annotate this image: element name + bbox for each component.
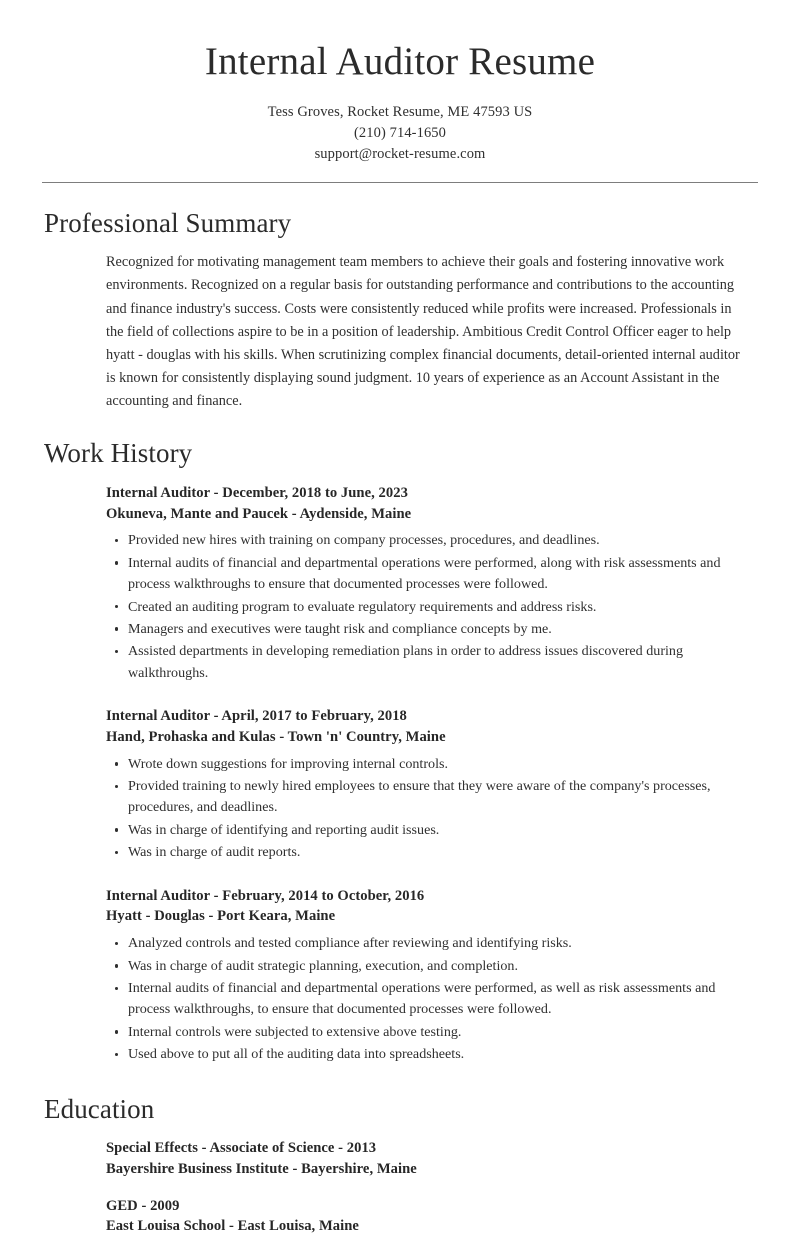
page-title: Internal Auditor Resume (204, 40, 596, 83)
list-item: Was in charge of identifying and reporting audit issues. (106, 820, 758, 841)
list-item: Was in charge of audit strategic planning, execution, and completion. (106, 956, 758, 977)
job-company-line: Hand, Prohaska and Kulas - Town 'n' Country, Maine (106, 728, 446, 745)
job-bullets (106, 530, 758, 684)
job-company-line: Okuneva, Mante and Paucek - Aydenside, Maine (106, 505, 412, 522)
job-company-line: Hyatt - Douglas - Port Keara, Maine (106, 908, 336, 925)
section-heading-work-history: Work History (44, 438, 193, 469)
list-item: Assisted departments in developing remediation plans in order to address issues discovered during walkthroughs. (106, 641, 758, 684)
list-item: Internal audits of financial and departmental operations were performed, along with risk assessments and process walkthroughs to ensure that documented processes were followed. (106, 553, 758, 596)
list-item: Internal controls were subjected to extensive above testing. (106, 1022, 758, 1043)
list-item: Created an auditing program to evaluate regulatory requirements and address risks. (106, 597, 758, 618)
education-school-line: Bayershire Business Institute - Bayershire, Maine (106, 1160, 417, 1177)
work-history-body (44, 483, 758, 1066)
job-title-line: Internal Auditor - February, 2014 to October, 2016 (106, 887, 425, 904)
list-item: Provided new hires with training on company processes, procedures, and deadlines. (106, 530, 758, 551)
job-title-line: Internal Auditor - December, 2018 to June, 2023 (106, 484, 408, 501)
contact-address: Tess Groves, Rocket Resume, ME 47593 US (267, 103, 533, 120)
summary-body (44, 251, 758, 413)
section-heading-education: Education (44, 1093, 155, 1124)
education-degree-line: GED - 2009 (106, 1197, 180, 1214)
contact-block (0, 102, 800, 165)
job-entry (106, 483, 758, 684)
list-item: Used above to put all of the auditing data into spreadsheets. (106, 1044, 758, 1065)
list-item: Internal audits of financial and departmental operations were performed, as well as risk assessments and process walkthroughs, to ensure that documented processes were followed. (106, 978, 758, 1021)
section-work-history (0, 437, 800, 1065)
list-item: Wrote down suggestions for improving internal controls. (106, 754, 758, 775)
job-bullets (106, 933, 758, 1066)
job-entry (106, 706, 758, 864)
list-item: Managers and executives were taught risk and compliance concepts by me. (106, 619, 758, 640)
job-bullets (106, 754, 758, 864)
header-divider (42, 182, 758, 183)
contact-phone: (210) 714-1650 (353, 124, 446, 141)
education-entry (106, 1138, 758, 1179)
list-item: Analyzed controls and tested compliance after reviewing and identifying risks. (106, 933, 758, 954)
section-heading-summary: Professional Summary (44, 207, 292, 238)
list-item: Provided training to newly hired employees to ensure that they were aware of the company's processes, procedures, and deadlines. (106, 776, 758, 819)
job-entry (106, 886, 758, 1066)
contact-email: support@rocket-resume.com (314, 145, 486, 162)
education-body (44, 1138, 758, 1237)
education-degree-line: Special Effects - Associate of Science - 2013 (106, 1140, 377, 1157)
job-title-line: Internal Auditor - April, 2017 to February, 2018 (106, 708, 407, 725)
section-education (0, 1093, 800, 1237)
education-entry (106, 1196, 758, 1237)
summary-paragraph: Recognized for motivating management team members to achieve their goals and fostering innovative work environments. Recognized on a regular basis for outstanding performance and contributions to the accounting and finance industry's success. Costs were consistently reduced while profits were increased. Professionals in the field of collections aspire to be in a position of leadership. Ambitious Credit Control Officer eager to help hyatt - douglas with his skills. When scrutinizing complex financial documents, detail-oriented internal auditor is known for consistently displaying sound judgment. 10 years of experience as an Account Assistant in the accounting and finance. (106, 254, 740, 410)
list-item: Was in charge of audit reports. (106, 842, 758, 863)
education-school-line: East Louisa School - East Louisa, Maine (106, 1218, 359, 1235)
section-professional-summary (0, 207, 800, 413)
